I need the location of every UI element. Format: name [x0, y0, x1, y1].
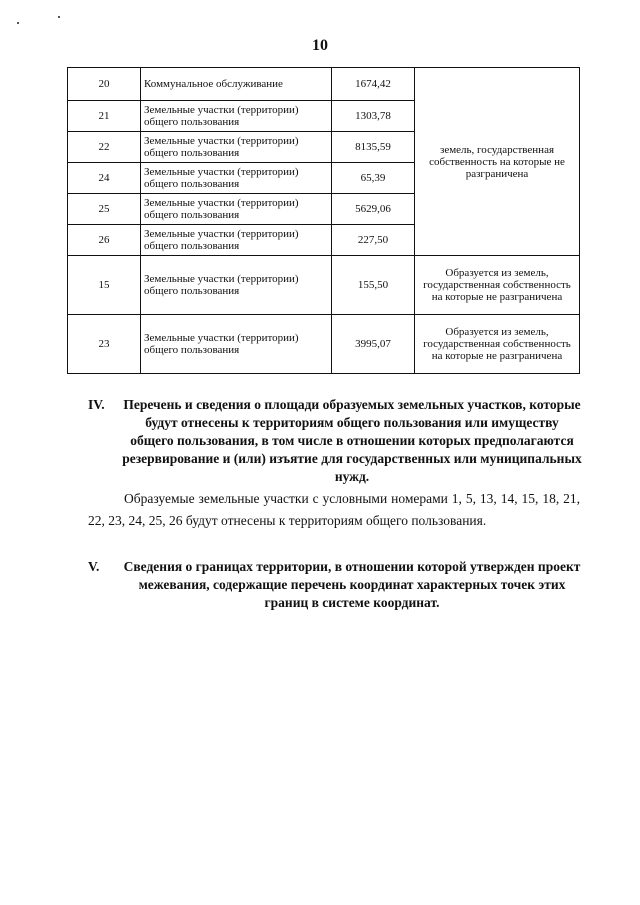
section-v-number: V. [88, 559, 100, 574]
plot-note: Образуется из земель, государственная собственность на которые не разграничена [415, 315, 580, 374]
plot-number: 24 [68, 163, 141, 194]
plot-use: Земельные участки (территории) общего пользования [141, 315, 332, 374]
scan-speck [17, 22, 19, 24]
plot-note: Образуется из земель, государственная собственность на которые не разграничена [415, 256, 580, 315]
plot-number: 25 [68, 194, 141, 225]
plot-number: 23 [68, 315, 141, 374]
section-v [88, 558, 588, 618]
page-number: 10 [312, 37, 328, 54]
plot-area: 155,50 [332, 256, 415, 315]
plot-area: 65,39 [332, 163, 415, 194]
plot-area: 1674,42 [332, 68, 415, 101]
section-iv-number: IV. [88, 397, 105, 412]
land-plots-table [67, 67, 580, 374]
scan-speck [58, 16, 60, 18]
plot-area: 1303,78 [332, 101, 415, 132]
section-v-heading: Сведения о границах территории, в отношении которой утвержден проект межевания, содержащие перечень координат характерных точек этих границ в системе координат. [123, 559, 581, 610]
plot-number: 22 [68, 132, 141, 163]
plot-area: 227,50 [332, 225, 415, 256]
section-iv-heading: Перечень и сведения о площади образуемых земельных участков, которые будут отнесены к территориям общего пользования или имуществу общего пользования, в том числе в отношении которых предполагаются резервирование и (или) изъятие для государственных или муниципальных нужд. [122, 397, 582, 484]
plot-area: 3995,07 [332, 315, 415, 374]
plot-area: 5629,06 [332, 194, 415, 225]
section-iv [88, 396, 588, 492]
plot-use: Земельные участки (территории) общего пользования [141, 163, 332, 194]
plot-use: Земельные участки (территории) общего пользования [141, 101, 332, 132]
plot-number: 21 [68, 101, 141, 132]
plot-use: Земельные участки (территории) общего пользования [141, 256, 332, 315]
section-iv-paragraph: Образуемые земельные участки с условными номерами 1, 5, 13, 14, 15, 18, 21, 22, 23, 24, 25, 26 будут отнесены к территориям общего пользования. [88, 491, 580, 528]
table-row [68, 315, 580, 374]
plot-number: 15 [68, 256, 141, 315]
plot-area: 8135,59 [332, 132, 415, 163]
plot-use: Земельные участки (территории) общего пользования [141, 194, 332, 225]
table-row [68, 256, 580, 315]
plot-use: Земельные участки (территории) общего пользования [141, 225, 332, 256]
table-row [68, 68, 580, 101]
plot-note: земель, государственная собственность на которые не разграничена [415, 68, 580, 256]
plot-number: 20 [68, 68, 141, 101]
plot-use: Коммунальное обслуживание [141, 68, 332, 101]
plot-use: Земельные участки (территории) общего пользования [141, 132, 332, 163]
plot-number: 26 [68, 225, 141, 256]
